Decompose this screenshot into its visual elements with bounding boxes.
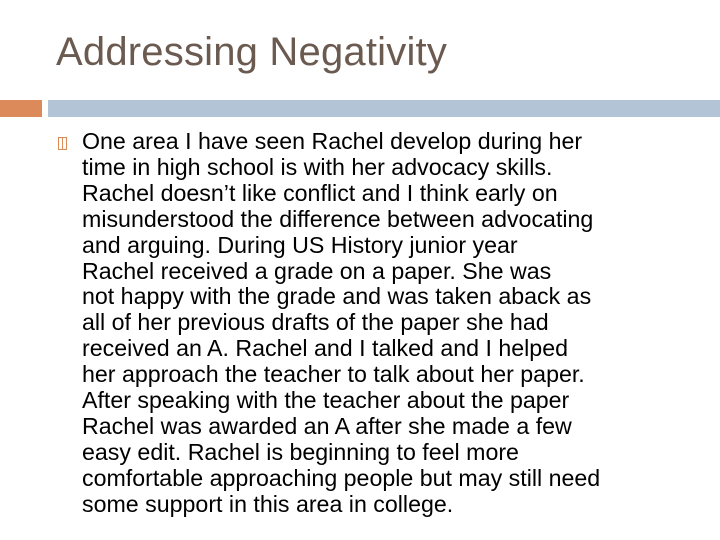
hollow-square-bullet-icon bbox=[58, 137, 67, 150]
accent-bar-orange bbox=[0, 100, 42, 117]
paragraph-line: some support in this area in college. bbox=[82, 490, 454, 517]
paragraph-line: After speaking with the teacher about the paper bbox=[82, 387, 570, 414]
paragraph-line: time in high school is with her advocacy skills. bbox=[82, 153, 553, 180]
paragraph-line: Rachel doesn’t like conflict and I think early on bbox=[82, 179, 558, 206]
accent-bar-blue bbox=[48, 100, 720, 117]
paragraph-line: and arguing. During US History junior year bbox=[82, 231, 518, 258]
bullet-paragraph bbox=[82, 129, 692, 518]
paragraph-line: her approach the teacher to talk about her paper. bbox=[82, 361, 585, 388]
paragraph-line: not happy with the grade and was taken aback as bbox=[82, 283, 592, 310]
paragraph-line: Rachel received a grade on a paper. She was bbox=[82, 257, 552, 284]
paragraph-line: One area I have seen Rachel develop during her bbox=[82, 128, 583, 154]
paragraph-line: comfortable approaching people but may still need bbox=[82, 464, 601, 491]
paragraph-line: easy edit. Rachel is beginning to feel more bbox=[82, 438, 519, 465]
paragraph-line: all of her previous drafts of the paper she had bbox=[82, 309, 549, 336]
paragraph-line: misunderstood the difference between advocating bbox=[82, 205, 594, 232]
slide-title: Addressing Negativity bbox=[56, 30, 448, 74]
paragraph-line: received an A. Rachel and I talked and I helped bbox=[82, 335, 568, 362]
paragraph-line: Rachel was awarded an A after she made a few bbox=[82, 412, 572, 439]
